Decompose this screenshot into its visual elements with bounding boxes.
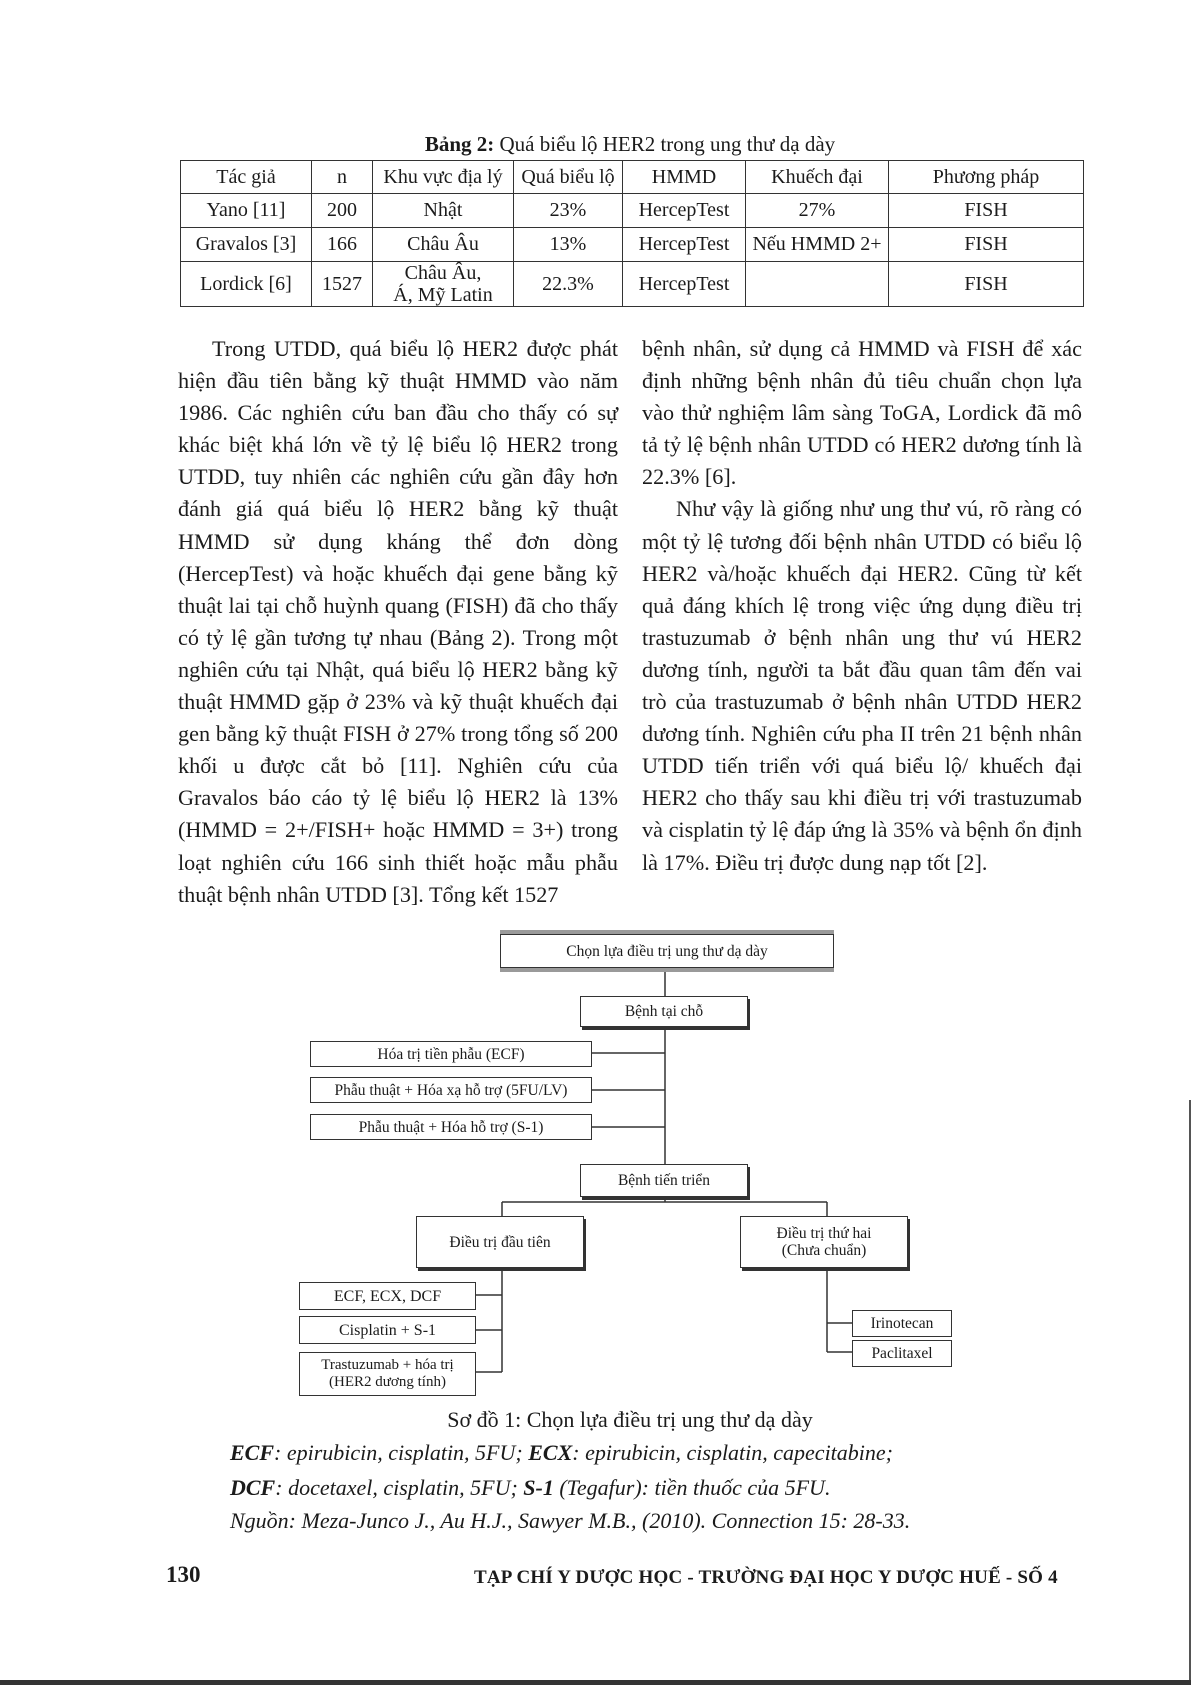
flow-second-option-label: Irinotecan <box>870 1315 934 1332</box>
abbr-dcf-text: : docetaxel, cisplatin, 5FU; <box>275 1475 518 1500</box>
cell-region: Châu Âu <box>373 228 514 262</box>
flow-second-line-label-2: (Chưa chuẩn) <box>781 1242 867 1259</box>
cell-amplification <box>746 262 889 307</box>
treatment-flowchart <box>0 920 1191 1400</box>
flow-first-option-box <box>299 1316 476 1344</box>
flow-root-label: Chọn lựa điều trị ung thư dạ dày <box>566 942 768 960</box>
abbreviation-legend-2 <box>230 1475 830 1501</box>
abbr-ecx-text: : epirubicin, cisplatin, capecitabine; <box>572 1440 894 1465</box>
cell-ihc: HercepTest <box>623 228 746 262</box>
flow-local-option-label: Phẫu thuật + Hóa hỗ trợ (S-1) <box>358 1118 544 1136</box>
table-caption-text: Quá biểu lộ HER2 trong ung thư dạ dày <box>499 132 836 156</box>
header-n: n <box>312 161 373 194</box>
flow-first-line-box <box>416 1216 584 1268</box>
flow-first-option-label-2: (HER2 dương tính) <box>329 1374 446 1390</box>
cell-method: FISH <box>889 262 1084 307</box>
her2-table <box>180 160 1084 307</box>
flow-first-option-box <box>299 1282 476 1310</box>
left-column <box>178 333 618 911</box>
header-method: Phương pháp <box>889 161 1084 194</box>
flow-root-box <box>500 934 834 968</box>
flow-second-option-box <box>852 1340 952 1367</box>
table-row <box>181 194 1084 228</box>
header-region: Khu vực địa lý <box>373 161 514 194</box>
table-caption-label: Bảng 2: <box>424 132 495 156</box>
right-paragraph-continued: bệnh nhân, sử dụng cả HMMD và FISH để xác định những bệnh nhân đủ tiêu chuẩn chọn lựa vào thử nghiệm lâm sàng ToGA, Lordick đã mô tả tỷ lệ bệnh nhân UTDD có HER2 dương tính là 22.3% [6]. <box>642 336 1082 490</box>
table-header-row <box>181 161 1084 194</box>
cell-region-line1: Châu Âu, <box>404 262 482 284</box>
cell-region <box>373 262 514 307</box>
cell-amplification: Nếu HMMD 2+ <box>746 228 889 262</box>
header-amplification: Khuếch đại <box>746 161 889 194</box>
cell-region-line2: Á, Mỹ Latin <box>393 284 493 306</box>
diagram-caption: Sơ đồ 1: Chọn lựa điều trị ung thư dạ dày <box>447 1407 813 1432</box>
header-overexpression: Quá biểu lộ <box>514 161 623 194</box>
flow-second-option-label: Paclitaxel <box>871 1345 933 1362</box>
flow-advanced-disease-box <box>580 1164 748 1197</box>
cell-method: FISH <box>889 194 1084 228</box>
cell-author: Gravalos [3] <box>181 228 312 262</box>
table-row <box>181 228 1084 262</box>
flow-local-option-label: Phẫu thuật + Hóa xạ hỗ trợ (5FU/LV) <box>334 1081 568 1099</box>
abbreviation-legend-1 <box>230 1440 893 1466</box>
flow-first-option-label: ECF, ECX, DCF <box>333 1287 442 1305</box>
flow-local-disease-label: Bệnh tại chỗ <box>624 1003 704 1020</box>
cell-n: 1527 <box>312 262 373 307</box>
right-paragraph: Như vậy là giống như ung thư vú, rõ ràng có một tỷ lệ tương đối bệnh nhân UTDD có biểu lộ HER2 và/hoặc khuếch đại HER2. Cũng từ kết quả đáng khích lệ trong việc ứng dụng điều trị trastuzumab ở bệnh nhân ung thư vú HER2 dương tính, người ta bắt đầu quan tâm đến vai trò của trastuzumab ở bệnh nhân UTDD HER2 dương tính. Nghiên cứu pha II trên 21 bệnh nhân UTDD tiến triển với quá biểu lộ/ khuếch đại HER2 cho thấy sau khi điều trị với trastuzumab và cisplatin tỷ lệ đáp ứng là 35% và bệnh ổn định là 17%. Điều trị được dung nạp tốt [2]. <box>642 496 1082 875</box>
flow-local-option-box <box>310 1077 592 1103</box>
cell-ihc: HercepTest <box>623 262 746 307</box>
source-citation: Nguồn: Meza-Junco J., Au H.J., Sawyer M.B., (2010). Connection 15: 28-33. <box>230 1508 911 1533</box>
cell-overexpression: 13% <box>514 228 623 262</box>
abbr-ecx: ECX <box>528 1440 573 1465</box>
cell-amplification: 27% <box>746 194 889 228</box>
journal-footer: TẠP CHÍ Y DƯỢC HỌC - TRƯỜNG ĐẠI HỌC Y DƯỢC HUẾ - SỐ 4 <box>474 1567 1058 1588</box>
abbr-ecf-text: : epirubicin, cisplatin, 5FU; <box>274 1440 523 1465</box>
flow-second-option-box <box>852 1310 952 1337</box>
cell-overexpression: 22.3% <box>514 262 623 307</box>
cell-author: Lordick [6] <box>181 262 312 307</box>
flow-local-disease-box <box>580 996 748 1027</box>
cell-n: 200 <box>312 194 373 228</box>
flow-local-option-label: Hóa trị tiền phẫu (ECF) <box>377 1045 525 1063</box>
flow-first-line-label: Điều trị đầu tiên <box>449 1233 551 1251</box>
header-ihc: HMMD <box>623 161 746 194</box>
cell-region: Nhật <box>373 194 514 228</box>
flow-advanced-disease-label: Bệnh tiến triển <box>617 1172 711 1189</box>
cell-ihc: HercepTest <box>623 194 746 228</box>
flow-second-line-box <box>740 1216 908 1268</box>
header-author: Tác giả <box>181 161 312 194</box>
cell-overexpression: 23% <box>514 194 623 228</box>
cell-n: 166 <box>312 228 373 262</box>
scan-edge-bottom <box>0 1680 1191 1685</box>
cell-author: Yano [11] <box>181 194 312 228</box>
flow-first-option-box <box>299 1352 476 1396</box>
right-column <box>642 333 1082 879</box>
abbr-s1: S-1 <box>523 1475 554 1500</box>
flow-local-option-box <box>310 1041 592 1067</box>
abbr-ecf: ECF <box>230 1440 275 1465</box>
abbr-dcf: DCF <box>230 1475 276 1500</box>
table-row <box>181 262 1084 307</box>
flowchart-connectors <box>0 920 1191 1400</box>
abbr-s1-text: (Tegafur): tiền thuốc của 5FU. <box>559 1475 831 1500</box>
flow-local-option-box <box>310 1114 592 1140</box>
flow-first-option-label: Cisplatin + S-1 <box>338 1321 437 1339</box>
cell-method: FISH <box>889 228 1084 262</box>
left-paragraph: Trong UTDD, quá biểu lộ HER2 được phát hiện đầu tiên bằng kỹ thuật HMMD vào năm 1986. Các nghiên cứu ban đầu cho thấy có sự khác biệt khá lớn về tỷ lệ biểu lộ HER2 trong UTDD, tuy nhiên các nghiên cứu gần đây hơn đánh giá quá biểu lộ HER2 bằng kỹ thuật HMMD sử dụng kháng thể đơn dòng (HercepTest) và hoặc khuếch đại gene bằng kỹ thuật lai tại chỗ huỳnh quang (FISH) đã cho thấy có tỷ lệ gần tương tự nhau (Bảng 2). Trong một nghiên cứu tại Nhật, quá biểu lộ HER2 bằng kỹ thuật HMMD gặp ở 23% và kỹ thuật khuếch đại gen bằng kỹ thuật FISH ở 27% trong tổng số 200 khối u được cắt bỏ [11]. Nghiên cứu của Gravalos báo cáo tỷ lệ biểu lộ HER2 là 13% (HMMD = 2+/FISH+ hoặc HMMD = 3+) trong loạt nghiên cứu 166 sinh thiết hoặc mẫu phẫu thuật bệnh nhân UTDD [3]. Tổng kết 1527 <box>178 336 618 907</box>
table-caption <box>180 132 1080 157</box>
flow-first-option-label-1: Trastuzumab + hóa trị <box>321 1357 454 1373</box>
page-number: 130 <box>166 1562 201 1587</box>
flow-second-line-label-1: Điều trị thứ hai <box>776 1225 872 1242</box>
